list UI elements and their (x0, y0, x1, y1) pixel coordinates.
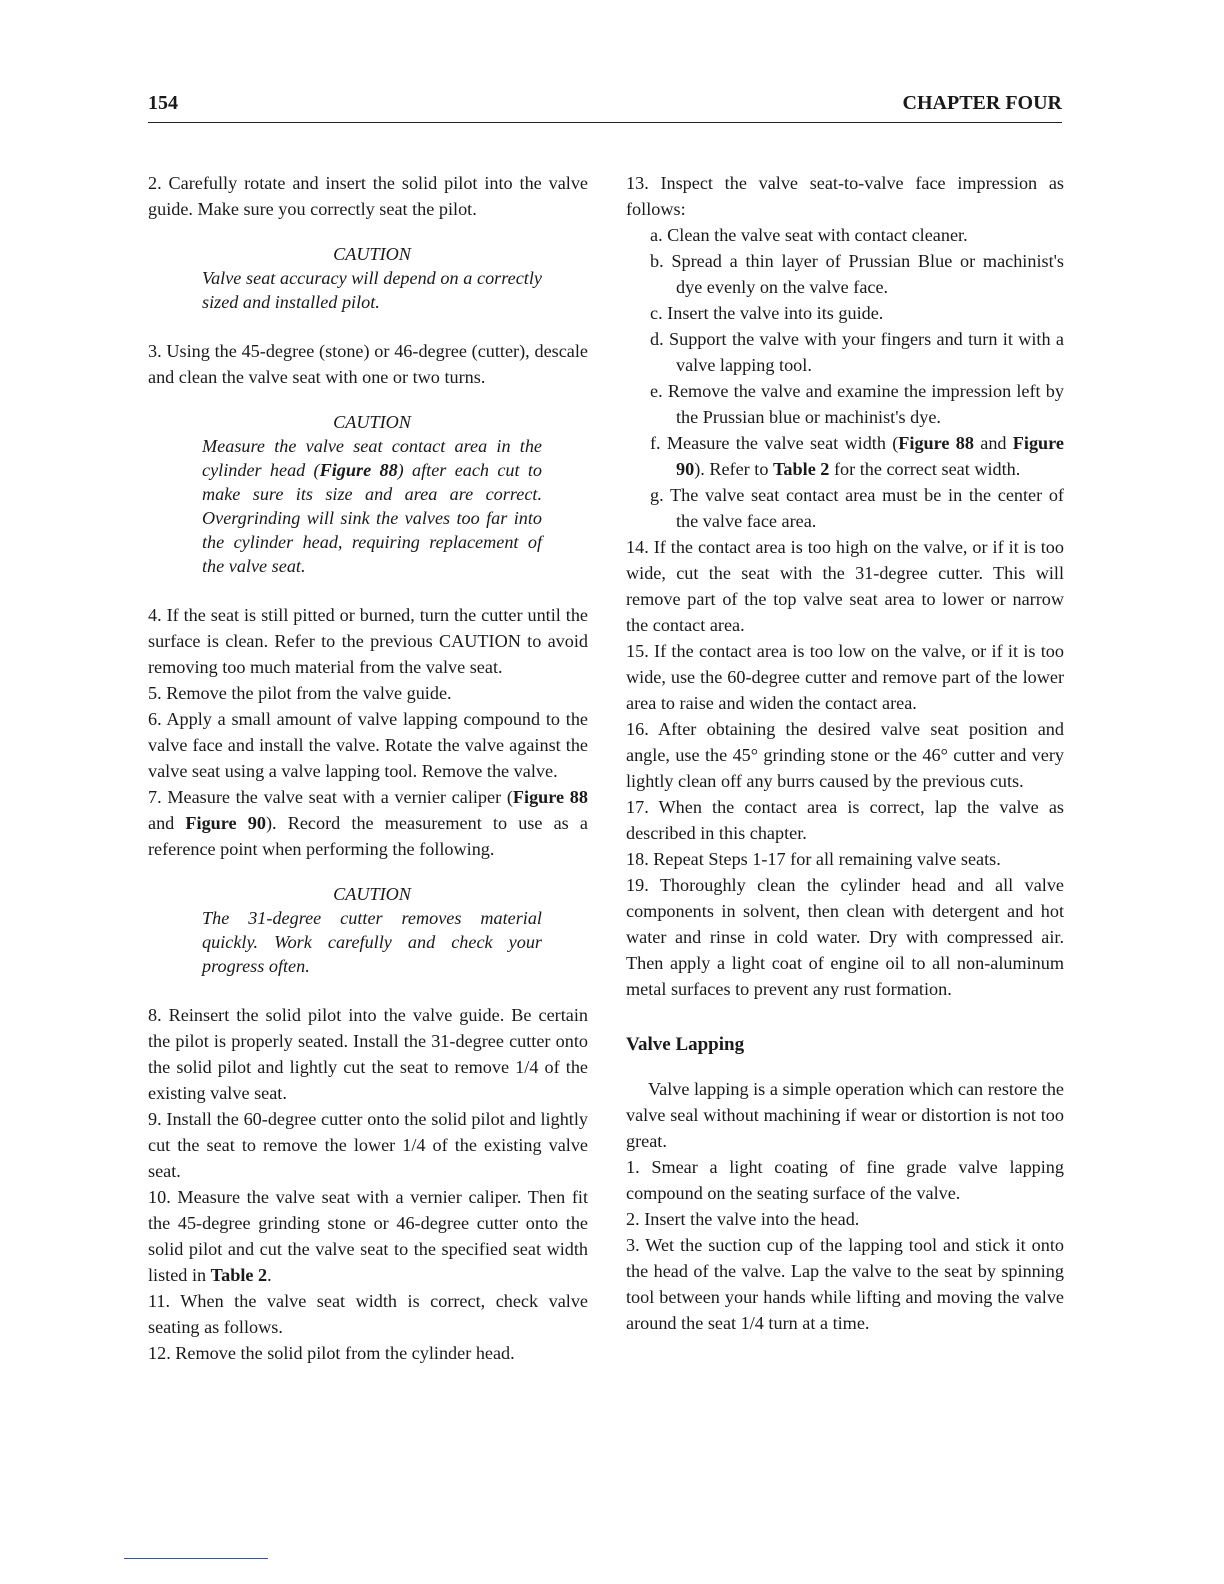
caution-box-2 (202, 410, 542, 578)
figure-reference: Figure 88 (512, 787, 588, 807)
chapter-title: CHAPTER FOUR (902, 92, 1062, 114)
substep-f (626, 430, 1064, 482)
step-text: f. Measure the valve seat width ( (650, 433, 899, 453)
substep-c: c. Insert the valve into its guide. (650, 303, 884, 323)
substep-g: g. The valve seat contact area must be in the center of the valve face area. (650, 485, 1064, 531)
caution-body (202, 434, 542, 578)
step-16: 16. After obtaining the desired valve seat position and angle, use the 45° grinding stone or the 46° cutter and very lightly clean off any burrs caused by the previous cuts. (626, 719, 1064, 791)
step-11: 11. When the valve seat width is correct, check valve seating as follows. (148, 1291, 588, 1337)
step-text: for the correct seat width. (829, 459, 1021, 479)
table-reference: Table 2 (772, 459, 830, 479)
caution-title: CAUTION (333, 244, 411, 264)
step-3: 3. Using the 45-degree (stone) or 46-degree (cutter), descale and clean the valve seat with one or two turns. (148, 341, 588, 387)
footer-rule (124, 1558, 268, 1559)
page-header (148, 92, 1062, 123)
substep-a: a. Clean the valve seat with contact cleaner. (650, 225, 968, 245)
page-number: 154 (148, 92, 178, 114)
step-6: 6. Apply a small amount of valve lapping compound to the valve face and install the valve. Rotate the valve against the valve seat using a valve lapping tool. Remove the valve. (148, 709, 588, 781)
caution-title: CAUTION (333, 412, 411, 432)
caution-box-1 (202, 242, 542, 314)
lapping-step-2: 2. Insert the valve into the head. (626, 1209, 860, 1229)
step-text: . (267, 1265, 272, 1285)
right-column (626, 170, 1064, 1336)
lapping-step-3: 3. Wet the suction cup of the lapping tool and stick it onto the head of the valve. Lap the valve to the seat by spinning tool between your hands while lifting and moving the valve around the seat 1/4 turn at a time. (626, 1235, 1064, 1333)
step-text: ). Refer to (694, 459, 773, 479)
substep-b: b. Spread a thin layer of Prussian Blue or machinist's dye evenly on the valve face. (650, 251, 1064, 297)
step-text: and (148, 813, 186, 833)
caution-body: The 31-degree cutter removes material quickly. Work carefully and check your progress often. (202, 908, 542, 976)
step-9: 9. Install the 60-degree cutter onto the solid pilot and lightly cut the seat to remove the lower 1/4 of the existing valve seat. (148, 1109, 588, 1181)
step-18: 18. Repeat Steps 1-17 for all remaining valve seats. (626, 849, 1001, 869)
table-reference: Table 2 (210, 1265, 268, 1285)
figure-reference: Figure 90 (185, 813, 266, 833)
step-15: 15. If the contact area is too low on the valve, or if it is too wide, use the 60-degree cutter and remove part of the lower area to raise and widen the contact area. (626, 641, 1064, 713)
figure-reference: Figure 88 (319, 460, 398, 480)
step-text: 10. Measure the valve seat with a vernier caliper. Then fit the 45-degree grinding stone or 46-degree cutter onto the solid pilot and cut the valve seat to the specified seat width listed in (148, 1187, 588, 1285)
step-text: ). Record the measurement to use as a reference point when performing the following. (148, 813, 588, 859)
step-8: 8. Reinsert the solid pilot into the valve guide. Be certain the pilot is properly seated. Install the 31-degree cutter onto the solid pilot and lightly cut the seat to remove 1/4 of the existing valve seat. (148, 1005, 588, 1103)
step-text: and (973, 433, 1013, 453)
caution-body: Valve seat accuracy will depend on a correctly sized and installed pilot. (202, 268, 542, 312)
caution-text: ) after each cut to make sure its size and area are correct. Overgrinding will sink the valves too far into the cylinder head, requiring replacement of the valve seat. (202, 460, 543, 576)
caution-title: CAUTION (333, 884, 411, 904)
lapping-step-1: 1. Smear a light coating of fine grade valve lapping compound on the seating surface of the valve. (626, 1157, 1064, 1203)
figure-reference: Figure 88 (898, 433, 974, 453)
step-4: 4. If the seat is still pitted or burned, turn the cutter until the surface is clean. Refer to the previous CAUTION to avoid removing too much material from the valve seat. (148, 605, 588, 677)
step-13: 13. Inspect the valve seat-to-valve face impression as follows: (626, 173, 1064, 219)
step-text: 7. Measure the valve seat with a vernier caliper ( (148, 787, 513, 807)
step-14: 14. If the contact area is too high on the valve, or if it is too wide, cut the seat with the 31-degree cutter. This will remove part of the top valve seat area to lower or narrow the contact area. (626, 537, 1064, 635)
step-10 (148, 1184, 588, 1288)
step-12: 12. Remove the solid pilot from the cylinder head. (148, 1343, 515, 1363)
substep-d: d. Support the valve with your fingers and turn it with a valve lapping tool. (650, 329, 1064, 375)
substep-e: e. Remove the valve and examine the impression left by the Prussian blue or machinist's dye. (650, 381, 1064, 427)
step-5: 5. Remove the pilot from the valve guide. (148, 683, 452, 703)
step-7 (148, 784, 588, 862)
caution-box-3 (202, 882, 542, 978)
section-intro: Valve lapping is a simple operation which can restore the valve seal without machining if wear or distortion is not too great. (626, 1079, 1064, 1151)
step-17: 17. When the contact area is correct, lap the valve as described in this chapter. (626, 797, 1064, 843)
step-19: 19. Thoroughly clean the cylinder head and all valve components in solvent, then clean with detergent and hot water and rinse in cold water. Dry with compressed air. Then apply a light coat of engine oil to all non-aluminum metal surfaces to prevent any rust formation. (626, 875, 1064, 999)
left-column (148, 170, 588, 1366)
step-2: 2. Carefully rotate and insert the solid pilot into the valve guide. Make sure you correctly seat the pilot. (148, 173, 588, 219)
section-heading: Valve Lapping (626, 1034, 745, 1055)
caution-text: Measure the valve seat contact area in the cylinder head ( (202, 436, 542, 480)
figure-reference: Figure 90 (676, 433, 1064, 479)
